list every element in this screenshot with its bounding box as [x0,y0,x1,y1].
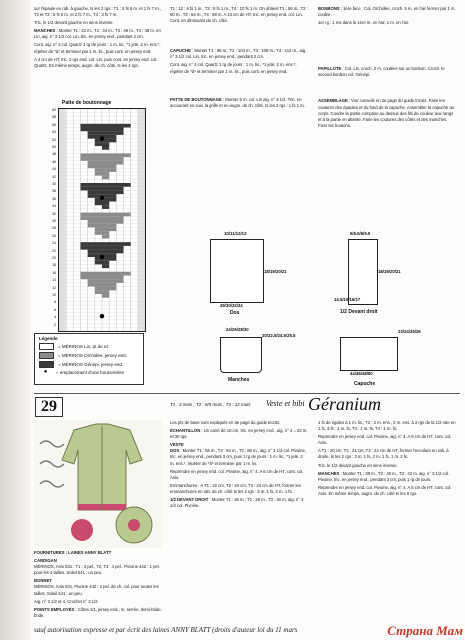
swatch-genepi [39,361,54,368]
chart-row-number: 24 [52,241,56,246]
product-photo [34,420,162,548]
chart-row-number: 18 [52,263,56,268]
chart-motif-cell [88,279,124,283]
legend-label: = MÉRINOS Génépi, jersey end. [58,362,124,367]
aig-text: Aig. n° 3 1/2 et 4. Crochet n° 3 1/2. [34,598,99,604]
capuche-text2: Cont. aig. n° 4 col. Quartz 1 rg de jours : 1 m. lis., *1 jeté, 2 m. ens.*, répéter de *à* et terminer par 1 m. lis., puis cont. en jersey end. [170,62,297,74]
right-text3: Tric. le 1/2 devant gauche en sens inverse. [318,462,398,468]
echantillon-title: ÉCHANTILLON [170,428,201,434]
chart-row-number: 14 [52,278,56,283]
buttonhole-chart [58,108,146,332]
chart-row-number: 54 [52,130,56,135]
cardigan-illustration [34,420,162,548]
chart-motif-cell [102,264,109,268]
dos-text3: Emmanchures : A T1 : 22 cm, T2 : 23 cm, T3 : 24 cm de HT, former les emmanchures en rab. de ch. côté ts les 2 rgs : 3 m. 1 fs, 2 m. 1 fs. [170,482,301,494]
chart-row-numbers [44,108,56,330]
chart-motif-cell [95,261,109,265]
pattern-subtitle: Veste et bibi [266,399,305,408]
chart-legend [34,333,144,385]
chart-row-number: 16 [52,270,56,275]
chart-motif-cell [88,131,124,135]
chart-motif-cell [95,168,117,172]
manches-label: Manches [228,377,250,383]
chart-row-number: 2 [54,322,56,327]
chart-motif-cell [81,242,131,246]
column-left-bottom [34,550,162,621]
chart-row-number: 6 [54,307,56,312]
chart-motif-cell [81,124,131,128]
chart-motif-cell [95,290,109,294]
chart-motif-cell [88,283,117,287]
chart-row-number: 46 [52,159,56,164]
chart-row-number: 4 [54,315,56,320]
col2-text: T1 : 12 : 8 fs 1 m., T3 : 9 fs 1 m., T4 : 10 fs 1 m. On obtient T1 : 56 m., T2 : 60 m., T3 : 64 m., T4 : 68 m. A 13 cm de HT, tric. en jersey end. col. Lin. Cont. en diminuant de ch. côté. [170,6,308,24]
chart-motif-cell [102,146,109,150]
right-text: 1 fs de égales à 1 m. lis., T2 : 2 m. ens., 2 m. ens. à 2 rgs de la 1/2 nde en 1 fs, 3 fs : 1 m. fs, T3 : 1 m. fs, T4 : 1 m. fs. [318,420,456,432]
pattern-header [170,396,460,414]
pattern-number: 29 [35,397,63,417]
manches-schematic [220,337,262,373]
chart-motif-cell [81,272,131,276]
chart-motif-cell [95,287,117,291]
chart-motif-cell [88,161,124,165]
legend-item-buttonhole [39,370,139,375]
column-2-top [170,6,308,111]
chart-row-number: 28 [52,226,56,231]
chart-motif-cell [88,250,124,254]
right-manches-text2: Reprendre en jersey end. col. Pivoine, aig. n° 4. A 6 cm de HT, cont. col. Anis. En même temps, augm. de ch. côté ts les 8 rgs. [318,484,452,496]
bonbons-text2: 1er rg : 1 ms dans la 1ère m. en l'air, 1 m. en l'air. [318,20,410,26]
chart-title: Patte de boutonnage [62,100,112,106]
chart-border-stripe [138,109,145,331]
chart-row-number: 34 [52,204,56,209]
chart-motif-cell [81,246,124,250]
chart-row-number: 48 [52,152,56,157]
chart-motif-cell [102,235,109,239]
manches-title: MANCHES [34,28,56,34]
chart-motif-cell [102,176,109,180]
chart-grid [59,109,145,331]
echantillon-text: : Un carré de 10 cm, tric. en jersey end., aig. n° 4 = 22 m. et 30 rgs. [170,428,308,440]
papillote-text: : Col. Lin, croch. 2 m. coulées sur un bonbon. Croch. le second bonbon col. Génépi. [318,66,445,78]
page-binding [0,0,30,640]
right-text2: Reprendre en jersey end. col. Pivoine, aig. n° 4. A 6 cm de HT, cont. col. Anis. [318,434,452,446]
chart-motif-cell [88,165,117,169]
legend-title: Légende [39,336,58,341]
chart-motif-cell [88,220,124,224]
manches-text3: A 4 cm de HT, tric. 2 rgs end. col. Lin, puis cont. en jersey end. col. Quartz. En même temps, augm. de ch. côté, ts les 4 rgs. [34,56,158,68]
swatch-lin [39,343,54,350]
veste-title: VESTE [170,442,184,448]
chart-motif-cell [95,142,109,146]
swatch-orchidee [39,352,54,359]
watermark: Страна Мам [387,623,463,638]
chart-motif-cell [95,198,117,202]
buttonhole-marker [100,314,104,318]
intro-text: Les pts de base sont expliqués en 3e page du guide tricots. [170,420,281,425]
chart-motif-cell [95,202,109,206]
chart-row-number: 12 [52,285,56,290]
chart-motif-cell [81,213,131,217]
chart-motif-cell [95,139,117,143]
section-divider [34,393,460,394]
chart-row-number: 20 [52,256,56,260]
chart-motif-cell [81,276,124,280]
chart-row-number: 22 [52,248,56,253]
devant-text: : Monter T1 : 26 m., T2 : 28 m., T3 : 30 m. aig. n° 3 1/2 col. Pivoine. [170,497,304,509]
pattern-schematics [170,229,455,393]
cardigan-text: MÉRINOS, Anis 031 : T1 : 3 pel., T2, T3 : 4 pel., Pivoine 442 : 1 pel. pour les 4 tailles. Soleil 541 : un peu. [34,564,160,576]
column-1-top [34,6,162,71]
column-3-top [318,6,456,131]
chart-row-number: 44 [52,167,56,172]
manches-text: : Monter T1 : 42 m., T2 : 44 m., T3 : 46 m., T4 : 48 m. en Lin, aig. n° 3 1/2 col. Lin, tric. en jersey end., pendant 2 cm. [34,28,161,40]
devant-top-measure: 5/5.5/6/6.5 [350,231,371,236]
capuche-label: Capuche [354,381,376,387]
legend-label: = MÉRINOS Lin, pt de riz [58,344,109,349]
capuche-title: CAPUCHE [170,48,191,54]
chart-row-number: 50 [52,145,56,149]
dos-schematic [210,239,264,303]
column-mid-bottom [170,420,308,511]
encolure-text: A T1 : 20 cm, T2 : 21 cm, T3 : 22 cm de HT, former l'encolure en rab. à droite, ts les 2 rgs : 3 m. 1 fs, 2 m. 1 fs, 1 m. 2 fs. [318,448,449,460]
bonbons-title: BONBONS [318,6,340,11]
chart-motif-cell [102,205,109,209]
chart-motif-cell [81,157,124,161]
chart-motif-cell [95,227,117,231]
dos-width-measure: 29/30/32/34 [220,303,243,308]
dos-title: DOS [170,448,180,454]
legend-label: = MÉRINOS Orchidée, jersey end. [58,353,127,358]
bonnet-title: BONNET [34,578,52,584]
chart-motif-cell [95,231,109,235]
chart-row-number: 60 [52,108,56,112]
capuche-top-measure: 23/24/25/26 [398,329,421,334]
chart-motif-cell [81,183,131,187]
buttonhole-marker [100,196,104,200]
right-manches-title: MANCHES [318,470,340,476]
buttonhole-icon: ● [39,370,52,375]
pattern-title: Géranium [308,394,381,414]
manches-width-measure: 20/22.5/24.5/25.5 [262,333,296,338]
chart-motif-cell [88,224,117,228]
devant-side-measure: 18/19/20/21 [378,269,401,274]
chart-motif-cell [88,190,124,194]
dos-label: Dos [230,310,240,316]
bonbons-text: : 1ère face : Col. Orchidée, croch. 5 m. en l'air fermer par 1 m. coulée. [318,6,456,18]
fournitures-title: FOURNITURES : LAINES ANNY BLATT [34,550,112,555]
chart-row-number: 36 [52,196,56,201]
chart-motif-cell [81,153,131,157]
column-right-bottom [318,420,458,499]
capuche-text: : Monter T1 : 98 m., T2 : 104 m., T3 : 108 m., T4 : 112 m., aig. n° 3 1/2 col. Lin, tric. en jersey end., pendant 2 cm. [170,48,307,60]
chart-motif-cell [81,128,124,132]
manches-text2: Cont. aig. n° 4 col. Quartz 1 rg de jours : 1 m. lis., *1 jeté, 2 m. ens.*, répéter de *à* et terminer par 1 m. lis., puis cont. en jersey end. [34,42,161,54]
chart-border-stripe [59,109,66,331]
cardigan-title: CARDIGAN [34,558,57,564]
col1-text1: sur l'épaule en rab. à gauche, ts les 2 rgs : T1 : 2 fs 6 m. et 1 fs 7 m., T2 et T3 : 5 fs 6 m. et 2 fs 7 m., T4 : 3 fs 7 m. [34,6,161,18]
patte-title: PATTE DE BOUTONNAGE [170,96,222,102]
col1-text2: Tric. le 1/2 devant gauche en sens inverse. [34,20,114,26]
dos-side-measure: 18/19/20/21 [264,269,287,274]
chart-motif-cell [95,172,109,176]
chart-motif-cell [95,257,117,261]
dos-text: : Monter T1 : 56 m., T2 : 64 m., T3 : 66 m., aig. n° 3 1/2 col. Pivoine, tric. en jersey end., pendant 3 cm, puis 1 rg de jours : 1 m. lis., *1 jeté, 2 m. ens.*, répéter de *à* et terminer par 1 m. lis. [170,448,306,466]
devant-schematic [348,239,378,305]
right-manches-text: : Monter T1 : 38 m., T2 : 40 m., T3 : 42 m. aig. n° 3 1/2 col. Pivoine, tric. en jersey end., pendant 3 cm, puis 1 rg de jours. [318,470,450,482]
capuche-width-measure: 44/46/48/50 [350,371,373,376]
points-text: : Côtes 1/1, jersey end., m. serrée, demi-bride, bride. [34,606,162,618]
bonnet-text: MÉRINOS, Anis 031, Pivoine 442 : 1 pel. de ch. col. pour toutes les tailles. Soleil 541 : un peu. [34,584,159,596]
papillote-title: PAPILLOTE [318,66,342,72]
chart-motif-cell [102,294,109,298]
dos-top-measure: 10/11/12/13 [224,231,247,236]
capuche-schematic [340,337,398,371]
manches-top-measure: 24/26/28/30 [226,327,249,332]
sizes-line: T1 : 3 mois ; T2 : 6/9 mois ; T3 : 12 mois [170,402,251,407]
devant-width-measure: 14.5/15/16/17 [334,297,361,302]
chart-row-number: 42 [52,174,56,179]
points-title: POINTS EMPLOYÉS [34,606,75,612]
buttonhole-marker [100,136,104,140]
chart-row-number: 56 [52,122,56,127]
copyright-footer: sauf autorisation expresse et par écrit des laines ANNY BLATT (droits d'auteur loi du 11 mars [34,626,298,634]
chart-row-number: 32 [52,211,56,216]
legend-item-lin [39,343,139,350]
chart-row-number: 38 [52,189,56,194]
chart-row-number: 8 [54,300,56,305]
chart-row-number: 10 [52,293,56,297]
dos-text2: Reprendre en jersey end. col. Pivoine, aig. n° 4. A 6 cm de HT, cont. col. Anis. [170,468,304,480]
legend-item-orchidee [39,352,139,359]
chart-motif-cell [81,187,124,191]
chart-row-number: 52 [52,137,56,142]
chart-row-number: 30 [52,219,56,223]
legend-item-genepi [39,361,139,368]
assemblage-text: : Voir conseils en 2e page du guide tricots. Faire les coutures des épaules et du fond de la capuche. Assembler la capuche au corps. Coudre la partie comprise au dessus des fils de couleur aux rangs et à la partie en attente. Faire les coutures des côtés et des manches. Fixer les boutons. [318,98,455,128]
devant-title: 1/2 DEVANT DROIT [170,497,209,503]
chart-row-number: 58 [52,115,56,120]
buttonhole-marker [100,255,104,259]
devant-label: 1/2 Devant droit [340,309,378,315]
chart-motif-cell [81,216,124,220]
legend-label: = emplacement d'une boutonnière [56,370,125,375]
patte-text: : Monter 5 m. col. Lin aig. n° 3 1/2. Tric. en accourant en suiv. la grille et en augm. de ch. côté, ts les 2 rgs : 1 fs 1 m. [170,96,305,108]
chart-row-number: 40 [52,182,56,186]
chart-row-number: 26 [52,233,56,238]
assemblage-title: ASSEMBLAGE [318,98,348,104]
